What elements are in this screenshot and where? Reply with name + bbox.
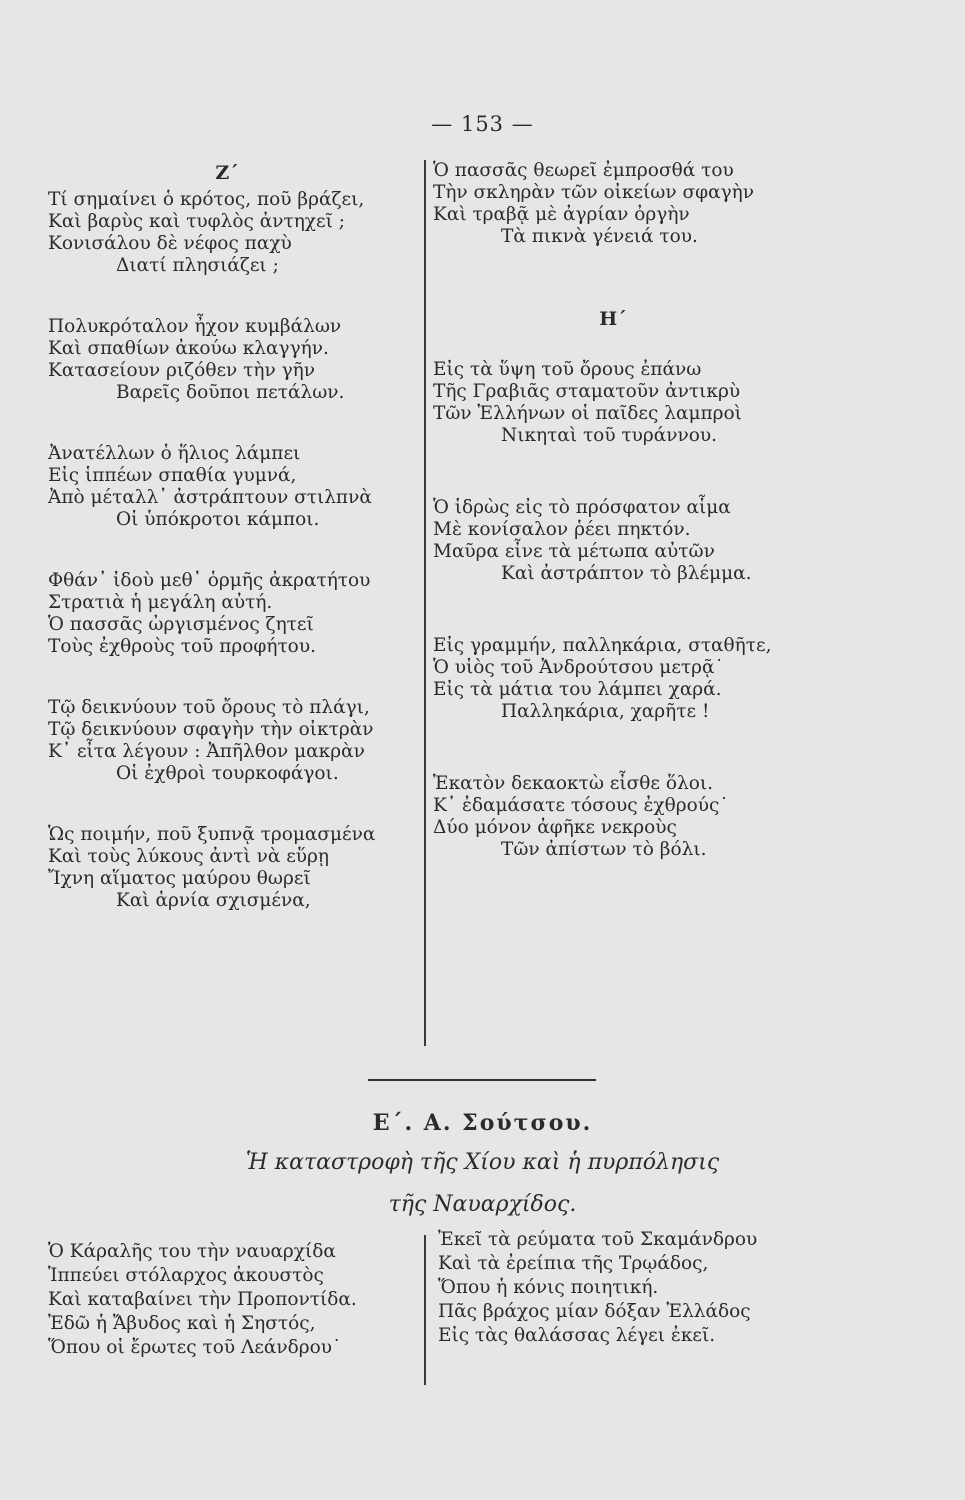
verse-line: Οἱ ὑπόκροτοι κάμποι.: [116, 509, 320, 530]
verse-line: Ὁ πασσᾶς θεωρεῖ ἐμπροσθά του: [433, 160, 734, 181]
stanza: [48, 316, 418, 404]
bottom-right-column: [438, 1228, 818, 1348]
verse-line: Πᾶς βράχος μίαν δόξαν Ἑλλάδος: [438, 1301, 751, 1322]
verse-line: Ἀνατέλλων ὁ ἥλιος λάμπει: [48, 443, 301, 464]
verse-line: Ἐδῶ ἡ Ἄβυδος καὶ ἡ Σηστός,: [48, 1313, 316, 1334]
verse-line: Βαρεῖς δοῦποι πετάλων.: [116, 382, 345, 403]
verse-line: Καὶ ἀρνία σχισμένα,: [116, 890, 311, 911]
verse-line: Καὶ καταβαίνει τὴν Προποντίδα.: [48, 1289, 357, 1310]
verse-line: Κ᾽ εἶτα λέγουν : Ἀπῆλθον μακρὰν: [48, 741, 365, 762]
verse-line: Τῷ δεικνύουν σφαγὴν τὴν οἰκτρὰν: [48, 719, 374, 740]
verse-line: Ὁ πασσᾶς ὠργισμένος ζητεῖ: [48, 614, 314, 635]
verse-line: Εἰς ἱππέων σπαθία γυμνά,: [48, 465, 297, 486]
stanza: [48, 189, 418, 277]
verse-line: Καὶ ἀστράπτον τὸ βλέμμα.: [501, 563, 752, 584]
verse-line: Καὶ σπαθίων ἀκούω κλαγγήν.: [48, 338, 329, 359]
verse-line: Ὅπου οἱ ἔρωτες τοῦ Λεάνδρου˙: [48, 1337, 342, 1358]
verse-line: Καὶ τοὺς λύκους ἀντὶ νὰ εὕρῃ: [48, 846, 329, 867]
verse-line: Τῷ δεικνύουν τοῦ ὄρους τὸ πλάγι,: [48, 697, 370, 718]
section-heading-h: Η΄: [599, 308, 627, 330]
verse-line: Διατί πλησιάζει ;: [116, 255, 279, 276]
verse-line: Καὶ βαρὺς καὶ τυφλὸς ἀντηχεῖ ;: [48, 211, 345, 232]
verse-line: Δύο μόνον ἀφῆκε νεκροὺς: [433, 817, 677, 838]
verse-line: Κονισάλου δὲ νέφος παχὺ: [48, 233, 292, 254]
verse-line: Κ᾽ ἐδαμάσατε τόσους ἐχθρούς˙: [433, 795, 729, 816]
left-column: [48, 160, 418, 912]
verse-line: Ἀπὸ μέταλλ᾽ ἀστράπτουν στιλπνὰ: [48, 487, 372, 508]
verse-line: Ὁ ἱδρὼς εἰς τὸ πρόσφατον αἷμα: [433, 497, 731, 518]
section-rule: [368, 1079, 596, 1081]
verse-line: Εἰς τὰς θαλάσσας λέγει ἐκεῖ.: [438, 1325, 716, 1346]
column-divider-bottom: [424, 1235, 426, 1385]
verse-line: Ἑκατὸν δεκαοκτὼ εἶσθε ὅλοι.: [433, 773, 714, 794]
bottom-left-column: [48, 1240, 418, 1360]
verse-line: Παλληκάρια, χαρῆτε !: [501, 701, 710, 722]
verse-line: Ἴχνη αἵματος μαύρου θωρεῖ: [48, 868, 311, 889]
stanza: [433, 359, 813, 447]
poem-title: Ἡ καταστροφὴ τῆς Χίου καὶ ἡ πυρπόλησις: [245, 1150, 720, 1175]
verse-line: Τοὺς ἐχθροὺς τοῦ προφήτου.: [48, 636, 316, 657]
verse-line: Ὅπου ἡ κόνις ποιητική.: [438, 1277, 659, 1298]
verse-line: Νικηταὶ τοῦ τυράννου.: [501, 425, 718, 446]
verse-line: Εἰς γραμμήν, παλληκάρια, σταθῆτε,: [433, 635, 772, 656]
verse-line: Ἐκεῖ τὰ ρεύματα τοῦ Σκαμάνδρου: [438, 1229, 758, 1250]
verse-line: Οἱ ἐχθροὶ τουρκοφάγοι.: [116, 763, 339, 784]
verse-line: Τῶν ἀπίστων τὸ βόλι.: [501, 839, 707, 860]
verse-line: Τί σημαίνει ὁ κρότος, ποῦ βράζει,: [48, 189, 365, 210]
verse-line: Ὁ υἱὸς τοῦ Ἀνδρούτσου μετρᾷ˙: [433, 657, 724, 678]
stanza: [48, 570, 418, 658]
verse-line: Μὲ κονίσαλον ῥέει πηκτόν.: [433, 519, 691, 540]
stanza: [48, 824, 418, 912]
stanza: [433, 773, 813, 861]
verse-line: Πολυκρόταλον ἦχον κυμβάλων: [48, 316, 342, 337]
verse-line: Καὶ τὰ ἐρείπια τῆς Τρῳάδος,: [438, 1253, 709, 1274]
poem-title-continued: τῆς Ναυαρχίδος.: [388, 1192, 577, 1217]
verse-line: Ὁ Κάραλῆς του τὴν ναυαρχίδα: [48, 1241, 336, 1262]
verse-line: Ὡς ποιμήν, ποῦ ξυπνᾷ τρομασμένα: [48, 824, 376, 845]
verse-line: Εἰς τὰ μάτια του λάμπει χαρά.: [433, 679, 722, 700]
stanza: [433, 635, 813, 723]
verse-line: Μαῦρα εἶνε τὰ μέτωπα αὐτῶν: [433, 541, 715, 562]
verse-line: Φθάν᾽ ἰδοὺ μεθ᾽ ὁρμῆς ἀκρατήτου: [48, 570, 371, 591]
verse-line: Ἱππεύει στόλαρχος ἀκουστὸς: [48, 1265, 324, 1286]
author-name: Ε΄. Α. Σούτσου.: [372, 1110, 593, 1136]
section-heading-z: Ζ΄: [215, 162, 239, 184]
verse-line: Κατασείουν ριζόθεν τὴν γῆν: [48, 360, 315, 381]
stanza: [433, 497, 813, 585]
verse-line: Τῶν Ἑλλήνων οἱ παῖδες λαμπροὶ: [433, 403, 742, 424]
column-divider: [424, 160, 426, 1046]
verse-line: Τῆς Γραβιᾶς σταματοῦν ἀντικρὺ: [433, 381, 741, 402]
stanza: [433, 160, 813, 248]
verse-line: Στρατιὰ ἡ μεγάλη αὐτή.: [48, 592, 273, 613]
verse-line: Εἰς τὰ ὕψη τοῦ ὄρους ἐπάνω: [433, 359, 702, 380]
verse-line: Τὰ πικνὰ γένειά του.: [501, 226, 698, 247]
right-column: [433, 160, 813, 861]
stanza: [48, 697, 418, 785]
verse-line: Τὴν σκληρὰν τῶν οἰκείων σφαγὴν: [433, 182, 754, 203]
verse-line: Καὶ τραβᾷ μὲ ἀγρίαν ὀργὴν: [433, 204, 690, 225]
stanza: [48, 443, 418, 531]
page-number: — 153 —: [431, 112, 534, 136]
